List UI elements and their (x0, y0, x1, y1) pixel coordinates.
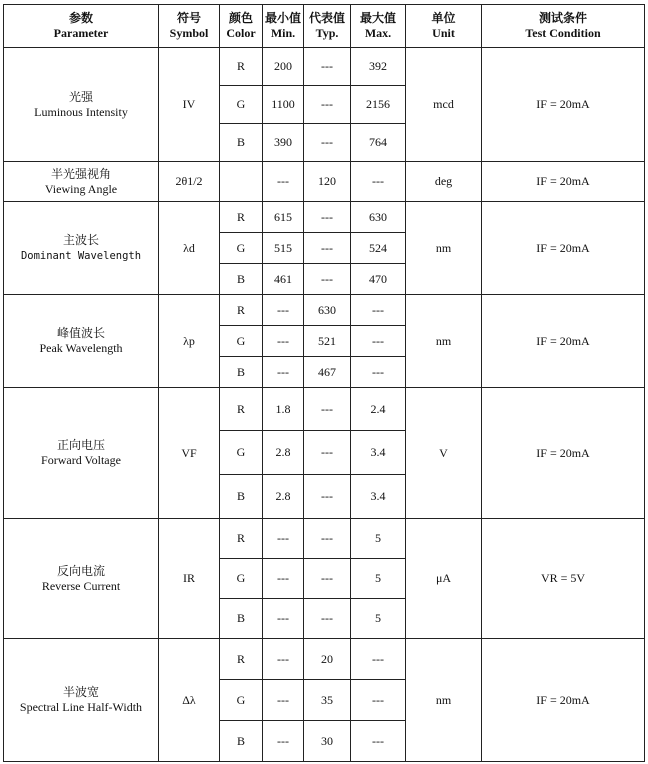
min-cell: 1.8 (263, 388, 304, 431)
parameter-en: Dominant Wavelength (20, 249, 142, 262)
unit-cell: nm (406, 295, 482, 388)
symbol-cell: Δλ (159, 639, 220, 762)
typ-cell: 20 (304, 639, 351, 680)
typ-cell: --- (304, 519, 351, 559)
table-row (4, 519, 645, 559)
max-cell: 5 (351, 559, 406, 599)
parameter-en: Forward Voltage (41, 453, 121, 467)
max-cell: --- (351, 639, 406, 680)
max-cell: 392 (351, 48, 406, 86)
min-cell: --- (263, 559, 304, 599)
typ-cell: --- (304, 124, 351, 162)
parameter-en: Reverse Current (41, 578, 121, 593)
parameter-cell (4, 519, 159, 639)
min-cell: --- (263, 680, 304, 721)
parameter-cell (4, 639, 159, 762)
table-row (4, 202, 645, 233)
parameter-en: Spectral Line Half-Width (19, 700, 143, 714)
color-cell: G (220, 431, 263, 475)
max-cell: 524 (351, 233, 406, 264)
typ-cell: 467 (304, 357, 351, 388)
header-symbol (159, 5, 220, 48)
unit-cell: μA (406, 519, 482, 639)
condition-cell: IF = 20mA (482, 162, 645, 202)
typ-cell: --- (304, 559, 351, 599)
min-cell: 2.8 (263, 431, 304, 475)
header-unit-en: Unit (432, 26, 455, 40)
header-row (4, 5, 645, 48)
header-parameter-en: Parameter (53, 26, 109, 40)
header-condition-cn: 测试条件 (538, 11, 587, 25)
unit-cell: nm (406, 639, 482, 762)
symbol-cell: IV (159, 48, 220, 162)
unit-cell: mcd (406, 48, 482, 162)
typ-cell: 30 (304, 721, 351, 762)
parameter-en: Peak Wavelength (39, 341, 123, 355)
color-cell: R (220, 48, 263, 86)
parameter-cell (4, 48, 159, 162)
condition-cell: IF = 20mA (482, 48, 645, 162)
parameter-cn: 峰值波长 (56, 326, 105, 340)
color-cell: B (220, 475, 263, 519)
parameter-cn: 半波宽 (62, 685, 99, 699)
max-cell: 630 (351, 202, 406, 233)
max-cell: 3.4 (351, 475, 406, 519)
parameter-cell (4, 295, 159, 388)
max-cell: --- (351, 326, 406, 357)
max-cell: --- (351, 357, 406, 388)
typ-cell: --- (304, 388, 351, 431)
max-cell: --- (351, 162, 406, 202)
table-row (4, 388, 645, 431)
typ-cell: 35 (304, 680, 351, 721)
min-cell: 615 (263, 202, 304, 233)
symbol-cell: λd (159, 202, 220, 295)
table-row (4, 295, 645, 326)
max-cell: 470 (351, 264, 406, 295)
typ-cell: --- (304, 202, 351, 233)
symbol-cell: VF (159, 388, 220, 519)
min-cell: --- (263, 326, 304, 357)
min-cell: --- (263, 295, 304, 326)
unit-cell: deg (406, 162, 482, 202)
header-max-en: Max. (364, 26, 392, 40)
max-cell: 764 (351, 124, 406, 162)
parameter-en: Viewing Angle (44, 181, 118, 196)
max-cell: --- (351, 295, 406, 326)
color-cell: B (220, 124, 263, 162)
parameter-cell (4, 388, 159, 519)
header-typ (304, 5, 351, 48)
parameter-cn: 主波长 (62, 232, 99, 247)
table-row (4, 48, 645, 86)
symbol-cell: 2θ1/2 (159, 162, 220, 202)
header-parameter-cn: 参数 (68, 11, 93, 25)
color-cell (220, 162, 263, 202)
header-min (263, 5, 304, 48)
typ-cell: --- (304, 431, 351, 475)
header-symbol-en: Symbol (169, 26, 209, 40)
symbol-cell: λp (159, 295, 220, 388)
table-row (4, 639, 645, 680)
header-typ-en: Typ. (315, 26, 339, 40)
unit-cell: nm (406, 202, 482, 295)
header-min-cn: 最小值 (264, 11, 301, 25)
color-cell: B (220, 264, 263, 295)
header-unit-cn: 单位 (431, 11, 456, 25)
header-color-cn: 颜色 (228, 11, 253, 25)
min-cell: 1100 (263, 86, 304, 124)
header-symbol-cn: 符号 (176, 11, 201, 25)
color-cell: B (220, 599, 263, 639)
color-cell: R (220, 639, 263, 680)
header-max (351, 5, 406, 48)
color-cell: G (220, 86, 263, 124)
typ-cell: --- (304, 599, 351, 639)
max-cell: 5 (351, 519, 406, 559)
min-cell: 515 (263, 233, 304, 264)
header-color-en: Color (226, 26, 256, 40)
color-cell: B (220, 357, 263, 388)
led-spec-table (3, 4, 645, 762)
color-cell: G (220, 559, 263, 599)
typ-cell: 521 (304, 326, 351, 357)
parameter-cn: 正向电压 (56, 438, 105, 452)
condition-cell: IF = 20mA (482, 202, 645, 295)
color-cell: R (220, 295, 263, 326)
max-cell: 5 (351, 599, 406, 639)
condition-cell: VR = 5V (482, 519, 645, 639)
parameter-cn: 半光强视角 (50, 166, 111, 181)
min-cell: --- (263, 721, 304, 762)
parameter-cell (4, 202, 159, 295)
color-cell: R (220, 519, 263, 559)
table-row (4, 162, 645, 202)
parameter-cell (4, 162, 159, 202)
typ-cell: --- (304, 264, 351, 295)
max-cell: --- (351, 721, 406, 762)
unit-cell: V (406, 388, 482, 519)
typ-cell: --- (304, 86, 351, 124)
parameter-en: Luminous Intensity (34, 104, 128, 119)
condition-cell: IF = 20mA (482, 295, 645, 388)
max-cell: 3.4 (351, 431, 406, 475)
min-cell: --- (263, 599, 304, 639)
min-cell: 2.8 (263, 475, 304, 519)
header-color (220, 5, 263, 48)
min-cell: --- (263, 639, 304, 680)
typ-cell: --- (304, 233, 351, 264)
color-cell: G (220, 680, 263, 721)
condition-cell: IF = 20mA (482, 639, 645, 762)
typ-cell: 630 (304, 295, 351, 326)
typ-cell: --- (304, 48, 351, 86)
header-typ-cn: 代表值 (308, 11, 345, 25)
max-cell: --- (351, 680, 406, 721)
typ-cell: --- (304, 475, 351, 519)
header-unit (406, 5, 482, 48)
min-cell: --- (263, 162, 304, 202)
min-cell: --- (263, 357, 304, 388)
min-cell: 461 (263, 264, 304, 295)
max-cell: 2.4 (351, 388, 406, 431)
color-cell: B (220, 721, 263, 762)
header-parameter (4, 5, 159, 48)
typ-cell: 120 (304, 162, 351, 202)
condition-cell: IF = 20mA (482, 388, 645, 519)
color-cell: R (220, 202, 263, 233)
parameter-cn: 反向电流 (56, 563, 105, 578)
header-condition-en: Test Condition (525, 26, 601, 40)
max-cell: 2156 (351, 86, 406, 124)
color-cell: G (220, 233, 263, 264)
min-cell: --- (263, 519, 304, 559)
min-cell: 200 (263, 48, 304, 86)
header-max-cn: 最大值 (359, 11, 396, 25)
color-cell: R (220, 388, 263, 431)
header-test-condition (482, 5, 645, 48)
color-cell: G (220, 326, 263, 357)
header-min-en: Min. (270, 26, 296, 40)
symbol-cell: IR (159, 519, 220, 639)
min-cell: 390 (263, 124, 304, 162)
parameter-cn: 光强 (68, 89, 93, 104)
